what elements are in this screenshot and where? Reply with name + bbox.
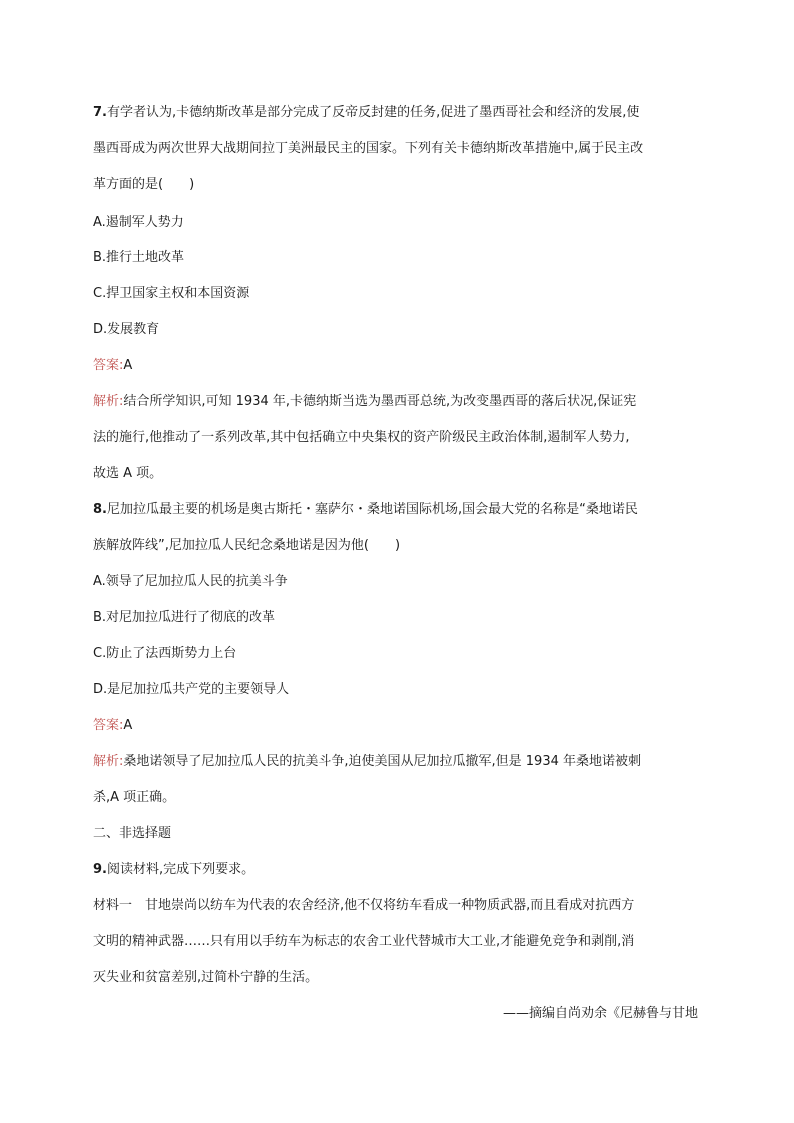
q8-option-b: B.对尼加拉瓜进行了彻底的改革 [93,610,276,625]
q9-source: ——摘编自尚劝余《尼赫鲁与甘地 [502,1006,698,1021]
q8-answer [93,708,698,744]
answer-label: 答案: [93,718,124,733]
q8-analysis-line-2: 杀,A 项正确。 [93,790,176,805]
section-heading: 二、非选择题 [93,826,172,841]
q7-answer [93,348,698,384]
q8-stem-line-1: 8.尼加拉瓜最主要的机场是奥古斯托・塞萨尔・桑地诺国际机场,国会最大党的名称是“桑地诺民 [93,502,638,517]
q7-option-d: D.发展教育 [93,322,160,337]
analysis-label: 解析: [93,394,124,409]
q7-stem-line-3: 革方面的是( ) [93,177,195,192]
q7-option-b: B.推行土地改革 [93,250,185,265]
q9-prompt: 9.阅读材料,完成下列要求。 [93,862,255,877]
q8-option-d: D.是尼加拉瓜共产党的主要领导人 [93,682,290,697]
q7-option-a: A.遏制军人势力 [93,215,184,230]
answer-label: 答案: [93,358,124,373]
q7-analysis-line-3: 故选 A 项。 [93,466,163,481]
q8-stem-line-2: 族解放阵线”,尼加拉瓜人民纪念桑地诺是因为他( ) [93,538,401,553]
q8-number: 8. [93,502,107,517]
q7-analysis-line-2: 法的施行,他推动了一系列改革,其中包括确立中央集权的资产阶级民主政治体制,遏制军人势力, [93,430,630,445]
answer-value: A [123,718,133,733]
q9-number: 9. [93,862,107,877]
q7-option-c: C.捍卫国家主权和本国资源 [93,286,250,301]
q8-analysis-line-1: 解析:桑地诺领导了尼加拉瓜人民的抗美斗争,迫使美国从尼加拉瓜撤军,但是 1934 年桑地诺被刺 [93,754,642,769]
q9-material-line-1: 材料一 甘地崇尚以纺车为代表的农舍经济,他不仅将纺车看成一种物质武器,而且看成对抗西方 [93,898,635,913]
q8-option-c: C.防止了法西斯势力上台 [93,646,237,661]
q9-material-line-3: 灭失业和贫富差别,过简朴宁静的生活。 [93,970,319,985]
q8-option-a: A.领导了尼加拉瓜人民的抗美斗争 [93,574,288,589]
q7-analysis-line-1: 解析:结合所学知识,可知 1934 年,卡德纳斯当选为墨西哥总统,为改变墨西哥的落后状况,保证宪 [93,394,637,409]
answer-value: A [123,358,133,373]
q7-stem-line-1: 7.有学者认为,卡德纳斯改革是部分完成了反帝反封建的任务,促进了墨西哥社会和经济的发展,使 [93,105,640,120]
q7-number: 7. [93,105,107,120]
analysis-label: 解析: [93,754,124,769]
q9-material-line-2: 文明的精神武器……只有用以手纺车为标志的农舍工业代替城市大工业,才能避免竞争和剥削,消 [93,934,635,949]
q7-stem-line-2: 墨西哥成为两次世界大战期间拉丁美洲最民主的国家。下列有关卡德纳斯改革措施中,属于民主改 [93,141,644,156]
